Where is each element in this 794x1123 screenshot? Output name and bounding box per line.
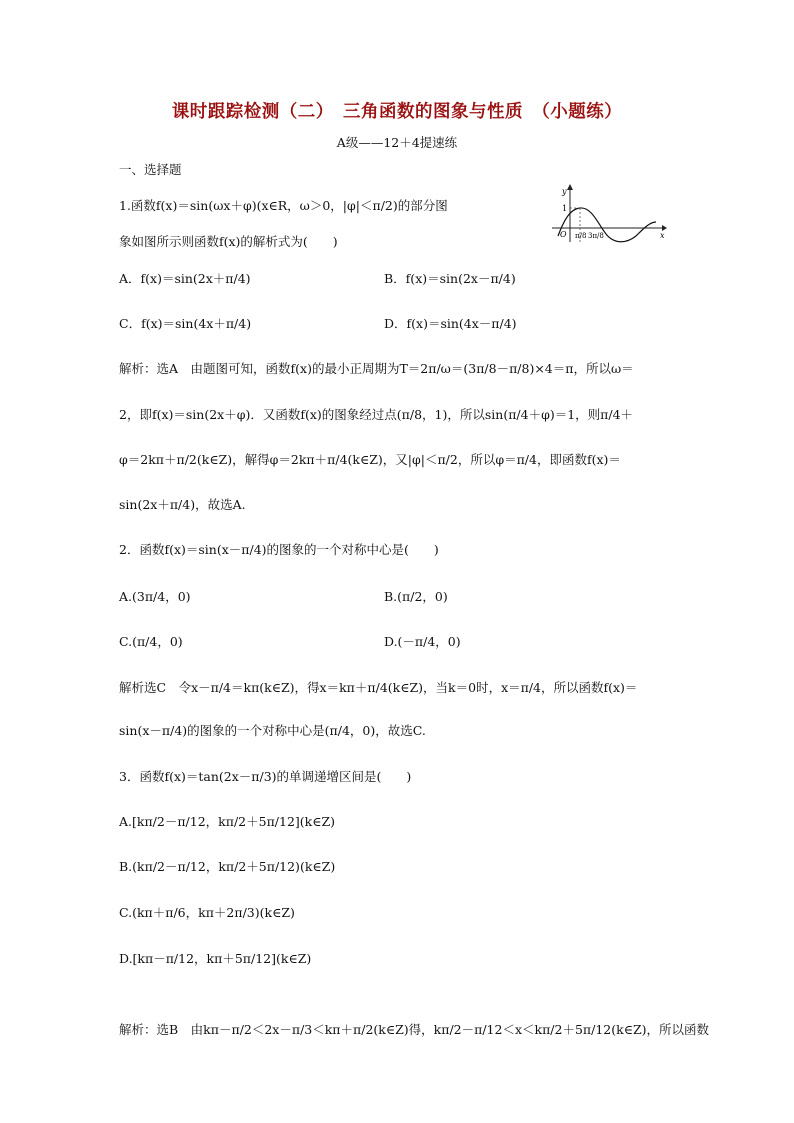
x-axis-label: x xyxy=(660,231,665,240)
q2-solution-line2: sin(x－π/4)的图象的一个对称中心是(π/4，0)，故选C. xyxy=(119,723,426,738)
q3-stem: 3．函数f(x)＝tan(2x－π/3)的单调递增区间是( ) xyxy=(119,769,412,784)
q1-stem-line1: 1.函数f(x)＝sin(ωx＋φ)(x∈R，ω＞0，|φ|＜π/2)的部分图 xyxy=(119,198,448,213)
y-tick-label: 1 xyxy=(562,204,568,213)
x-tick-label-1: π/8 xyxy=(575,232,587,240)
page-title: 课时跟踪检测（二） 三角函数的图象与性质 （小题练） xyxy=(171,102,623,122)
q2-solution-line1: 解析选C 令x－π/4＝kπ(k∈Z)，得x＝kπ＋π/4(k∈Z)，当k＝0时，x＝π/4，所以函数f(x)＝ xyxy=(119,680,638,695)
q1-option-a: A．f(x)＝sin(2x＋π/4) xyxy=(119,271,251,286)
q2-option-a: A.(3π/4，0) xyxy=(119,589,191,604)
q1-solution-line3: φ＝2kπ＋π/2(k∈Z)，解得φ＝2kπ＋π/4(k∈Z)，又|φ|＜π/2，所以φ＝π/4，即函数f(x)＝ xyxy=(119,452,621,467)
q2-option-d: D.(－π/4，0) xyxy=(384,634,461,649)
q2-stem: 2．函数f(x)＝sin(x－π/4)的图象的一个对称中心是( ) xyxy=(119,542,439,557)
q2-option-c: C.(π/4，0) xyxy=(119,634,183,649)
q1-option-c: C．f(x)＝sin(4x＋π/4) xyxy=(119,316,252,331)
x-tick-label-2: 3π/8 xyxy=(588,232,604,240)
y-axis-label: y xyxy=(562,187,567,196)
q3-solution-line1: 解析：选B 由kπ－π/2＜2x－π/3＜kπ＋π/2(k∈Z)得，kπ/2－π/12＜x＜kπ/2＋5π/12(k∈Z)，所以函数 xyxy=(119,1022,710,1037)
sine-graph xyxy=(550,184,668,246)
q1-solution-line1: 解析：选A 由题图可知，函数f(x)的最小正周期为T＝2π/ω＝(3π/8－π/8)×4＝π，所以ω＝ xyxy=(119,361,634,376)
q1-option-d: D．f(x)＝sin(4x－π/4) xyxy=(384,316,517,331)
section-heading: 一、选择题 xyxy=(119,162,182,177)
q1-stem-line2: 象如图所示则函数f(x)的解析式为( ) xyxy=(119,234,338,249)
q1-solution-line4: sin(2x＋π/4)，故选A. xyxy=(119,497,246,512)
q3-option-a: A.[kπ/2－π/12，kπ/2＋5π/12](k∈Z) xyxy=(119,814,336,829)
q2-option-b: B.(π/2，0) xyxy=(384,589,448,604)
q1-solution-line2: 2，即f(x)＝sin(2x＋φ)．又函数f(x)的图象经过点(π/8，1)，所以sin(π/4＋φ)＝1，则π/4＋ xyxy=(119,407,634,422)
q1-option-b: B．f(x)＝sin(2x－π/4) xyxy=(384,271,516,286)
level-subtitle: A级——12＋4提速练 xyxy=(336,135,458,150)
origin-label: O xyxy=(560,230,567,239)
q3-option-d: D.[kπ－π/12，kπ＋5π/12](k∈Z) xyxy=(119,951,312,966)
q3-option-c: C.(kπ＋π/6，kπ＋2π/3)(k∈Z) xyxy=(119,905,295,920)
q3-option-b: B.(kπ/2－π/12，kπ/2＋5π/12)(k∈Z) xyxy=(119,859,336,874)
